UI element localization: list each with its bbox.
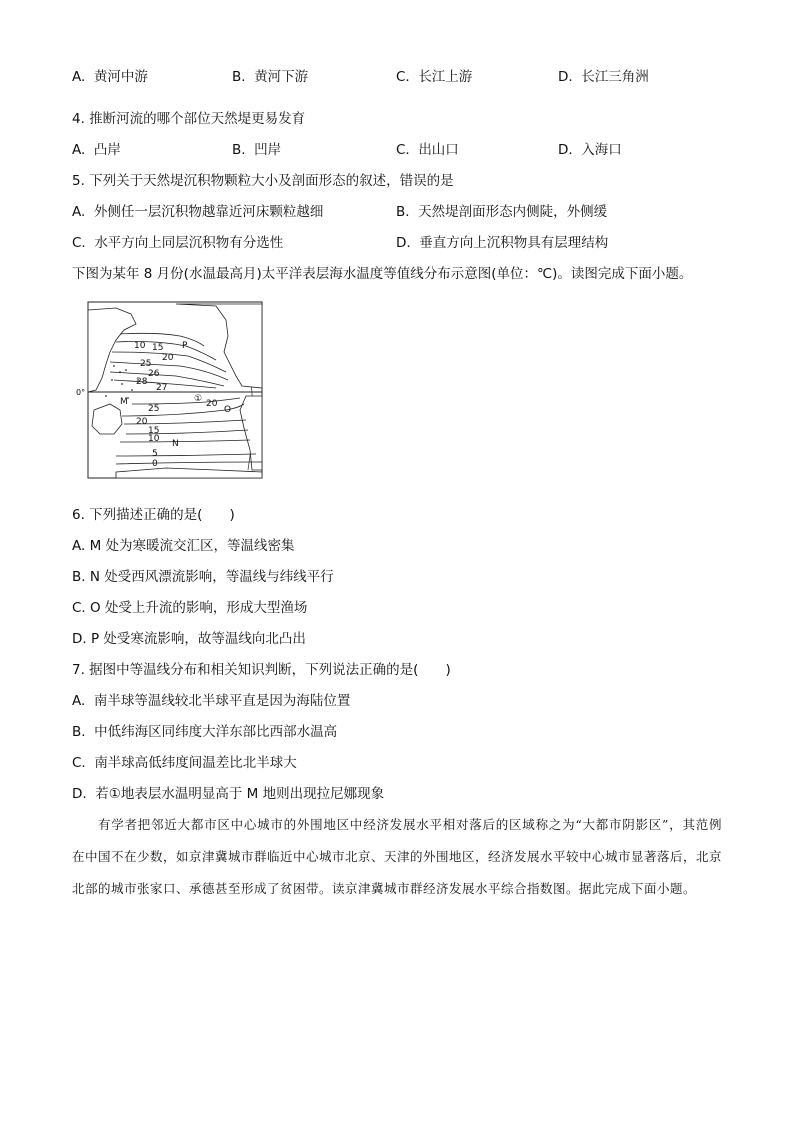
q7-option-d: D. 若①地表层水温明显高于 M 地则出现拉尼娜现象 bbox=[72, 786, 385, 802]
q6-option-c: C. O 处受上升流的影响，形成大型渔场 bbox=[72, 600, 308, 616]
isotherm-label-25s: 25 bbox=[148, 404, 160, 414]
isotherm-label-5s: 5 bbox=[152, 449, 158, 459]
q6-option-d: D. P 处受寒流影响，故等温线向北凸出 bbox=[72, 631, 306, 647]
equator-label: 0° bbox=[76, 388, 86, 397]
point-p: P bbox=[182, 341, 188, 351]
isotherm-label-10: 10 bbox=[134, 341, 146, 351]
q6-option-a: A. M 处为寒暖流交汇区，等温线密集 bbox=[72, 538, 295, 554]
q3-option-a: A. 黄河中游 bbox=[72, 69, 148, 85]
q5-option-c: C. 水平方向上同层沉积物有分选性 bbox=[72, 235, 284, 251]
isotherm-label-20n: 20 bbox=[162, 353, 174, 363]
q4-option-d: D. 入海口 bbox=[558, 142, 622, 158]
point-m: M bbox=[120, 397, 128, 407]
q4-option-b: B. 凹岸 bbox=[232, 142, 282, 158]
passage-block bbox=[72, 809, 722, 905]
isotherm-label-15s: 15 bbox=[148, 426, 160, 436]
isotherm-label-27: 27 bbox=[156, 383, 168, 393]
q5-option-b: B. 天然堤剖面形态内侧陡，外侧缓 bbox=[396, 204, 608, 220]
isotherm-label-10s: 10 bbox=[148, 434, 160, 444]
q3-option-b: B. 黄河下游 bbox=[232, 69, 309, 85]
isotherm-label-25n: 25 bbox=[140, 359, 152, 369]
q5-option-a: A. 外侧任一层沉积物越靠近河床颗粒越细 bbox=[72, 204, 324, 220]
q6-stem: 6. 下列描述正确的是( ) bbox=[72, 507, 235, 523]
isotherm-label-20s: 20 bbox=[136, 417, 148, 427]
q4-option-c: C. 出山口 bbox=[396, 142, 459, 158]
q6-option-b: B. N 处受西风漂流影响，等温线与纬线平行 bbox=[72, 569, 334, 585]
isotherm-label-28: 28 bbox=[136, 377, 148, 387]
isotherm-label-26: 26 bbox=[148, 369, 160, 379]
q4-stem: 4. 推断河流的哪个部位天然堤更易发育 bbox=[72, 111, 306, 127]
q7-option-c: C. 南半球高低纬度间温差比北半球大 bbox=[72, 755, 297, 771]
point-circle-1: ① bbox=[194, 394, 203, 404]
point-n: N bbox=[172, 439, 179, 449]
passage-text: 有学者把邻近大都市区中心城市的外围地区中经济发展水平相对落后的区域称之为“大都市阴影区”，其范例在中国不在少数，如京津冀城市群临近中心城市北京、天津的外围地区，经济发展水平较中心城市显著落后，北京北部的城市张家口、承德甚至形成了贫困带。读京津冀城市群经济发展水平综合指数图。据此完成下面小题。 bbox=[72, 817, 723, 896]
q3-option-c: C. 长江上游 bbox=[396, 69, 473, 85]
q3-option-d: D. 长江三角洲 bbox=[558, 69, 649, 85]
map-intro: 下图为某年 8 月份(水温最高月)太平洋表层海水温度等值线分布示意图(单位：℃)。读图完成下面小题。 bbox=[72, 266, 693, 282]
isotherm-label-20e: 20 bbox=[206, 399, 218, 409]
isotherm-label-15: 15 bbox=[152, 343, 164, 353]
q5-stem: 5. 下列关于天然堤沉积物颗粒大小及剖面形态的叙述，错误的是 bbox=[72, 173, 454, 189]
q5-option-d: D. 垂直方向上沉积物具有层理结构 bbox=[396, 235, 609, 251]
q7-option-a: A. 南半球等温线较北半球平直是因为海陆位置 bbox=[72, 693, 351, 709]
q7-stem: 7. 据图中等温线分布和相关知识判断，下列说法正确的是( ) bbox=[72, 662, 451, 678]
isotherm-map-svg bbox=[76, 300, 272, 484]
q4-option-a: A. 凸岸 bbox=[72, 142, 121, 158]
isotherm-label-0s: 0 bbox=[152, 459, 158, 469]
q7-option-b: B. 中低纬海区同纬度大洋东部比西部水温高 bbox=[72, 724, 338, 740]
point-o: O bbox=[224, 405, 232, 415]
pacific-isotherm-map bbox=[76, 300, 272, 484]
